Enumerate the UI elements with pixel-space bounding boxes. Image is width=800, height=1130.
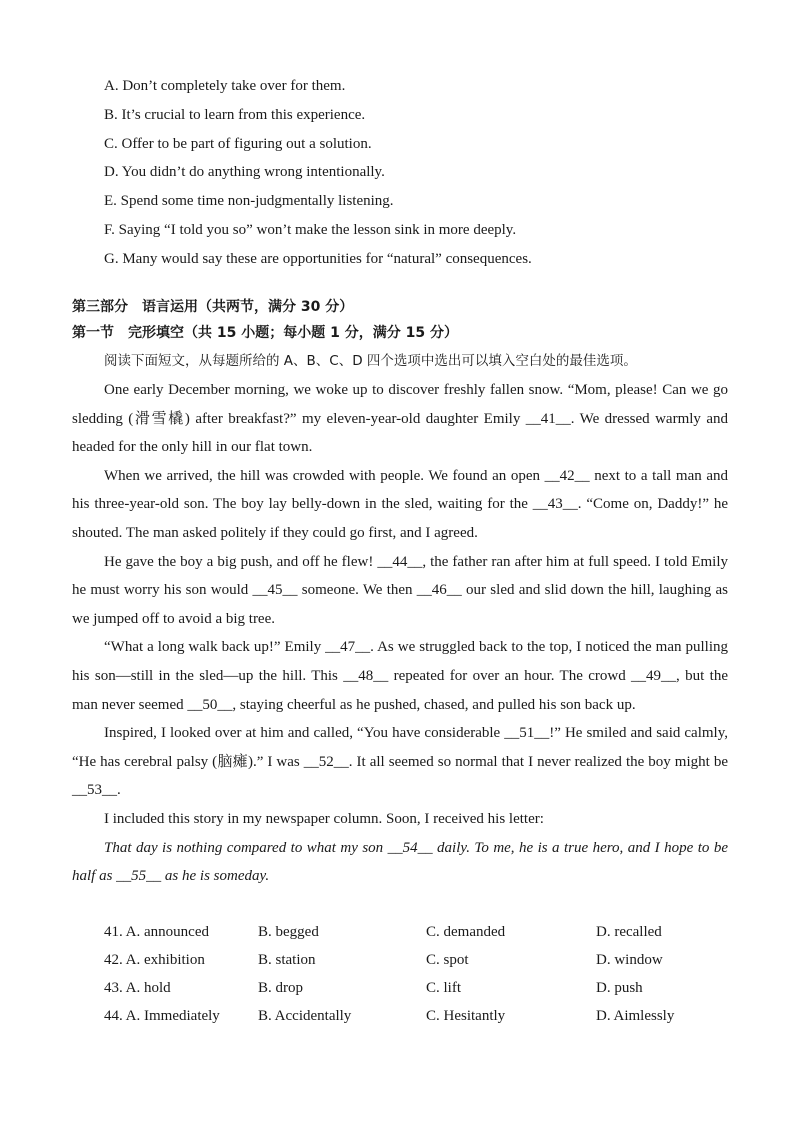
choice-c: C. spot (426, 952, 469, 968)
choice-d: D. Aimlessly (596, 1008, 675, 1024)
sentence-options (104, 72, 784, 274)
passage-paragraph-1: One early December morning, we woke up to discover freshly fallen snow. “Mom, please! Can we go sledding (滑雪橇) after breakfast?” my eleven-year-old daughter Emily __41__. We dressed warmly and headed for the only hill in our flat town. (72, 382, 728, 456)
question-row (104, 1002, 784, 1030)
passage-paragraph-6: I included this story in my newspaper column. Soon, I received his letter: (104, 810, 544, 827)
cloze-passage (72, 376, 728, 891)
answer-choices (104, 918, 784, 1030)
choice-c: C. demanded (426, 924, 506, 940)
section-heading: 第一节 完形填空（共 15 小题；每小题 1 分，满分 15 分） (72, 325, 458, 341)
choice-d: D. push (596, 980, 643, 996)
option-c: C. Offer to be part of figuring out a solution. (104, 135, 372, 152)
passage-paragraph-5: Inspired, I looked over at him and called, “You have considerable __51__!” He smiled and said calmly, “He has cerebral palsy (脑瘫).” I was __52__. It all seemed so normal that I never realized the boy might be __53__. (72, 725, 728, 799)
choice-b: B. station (258, 952, 316, 968)
passage-paragraph-4: “What a long walk back up!” Emily __47__. As we struggled back to the top, I noticed the man pulling his son—still in the sled—up the hill. This __48__ repeated for over an hour. The crowd __49__, but the man never seemed __50__, staying cheerful as he pushed, chased, and pulled his son back up. (72, 639, 728, 713)
question-row (104, 974, 784, 1002)
choice-a: 43. A. hold (104, 980, 171, 996)
question-row (104, 946, 784, 974)
part-heading: 第三部分 语言运用（共两节，满分 30 分） (72, 299, 354, 315)
choice-a: 41. A. announced (104, 924, 209, 940)
letter-quote: That day is nothing compared to what my son __54__ daily. To me, he is a true hero, and I hope to be half as __55__ as he is someday. (72, 839, 728, 885)
option-b: B. It’s crucial to learn from this experience. (104, 106, 366, 123)
option-a: A. Don’t completely take over for them. (104, 78, 346, 94)
choice-b: B. begged (258, 924, 319, 940)
choice-c: C. Hesitantly (426, 1008, 506, 1024)
passage-paragraph-3: He gave the boy a big push, and off he flew! __44__, the father ran after him at full speed. I told Emily he must worry his son would __45__ someone. We then __46__ our sled and slid down the hill, laughing as we jumped off to avoid a big tree. (72, 553, 728, 627)
choice-b: B. Accidentally (258, 1008, 352, 1024)
choice-d: D. window (596, 952, 663, 968)
option-g: G. Many would say these are opportunities for “natural” consequences. (104, 250, 532, 267)
choice-c: C. lift (426, 980, 462, 996)
passage-paragraph-2: When we arrived, the hill was crowded with people. We found an open __42__ next to a tall man and his three-year-old son. The boy lay belly-down in the sled, waiting for the __43__. “Come on, Daddy!” he shouted. The man asked politely if they could go first, and I agreed. (72, 467, 728, 541)
choice-a: 44. A. Immediately (104, 1008, 220, 1024)
option-f: F. Saying “I told you so” won’t make the lesson sink in more deeply. (104, 221, 517, 238)
choice-b: B. drop (258, 980, 303, 996)
instruction: 阅读下面短文，从每题所给的 A、B、C、D 四个选项中选出可以填入空白处的最佳选项。 (104, 353, 637, 369)
choice-a: 42. A. exhibition (104, 952, 205, 968)
option-d: D. You didn’t do anything wrong intentionally. (104, 164, 385, 181)
option-e: E. Spend some time non-judgmentally listening. (104, 193, 394, 210)
choice-d: D. recalled (596, 924, 662, 940)
question-row (104, 918, 784, 946)
